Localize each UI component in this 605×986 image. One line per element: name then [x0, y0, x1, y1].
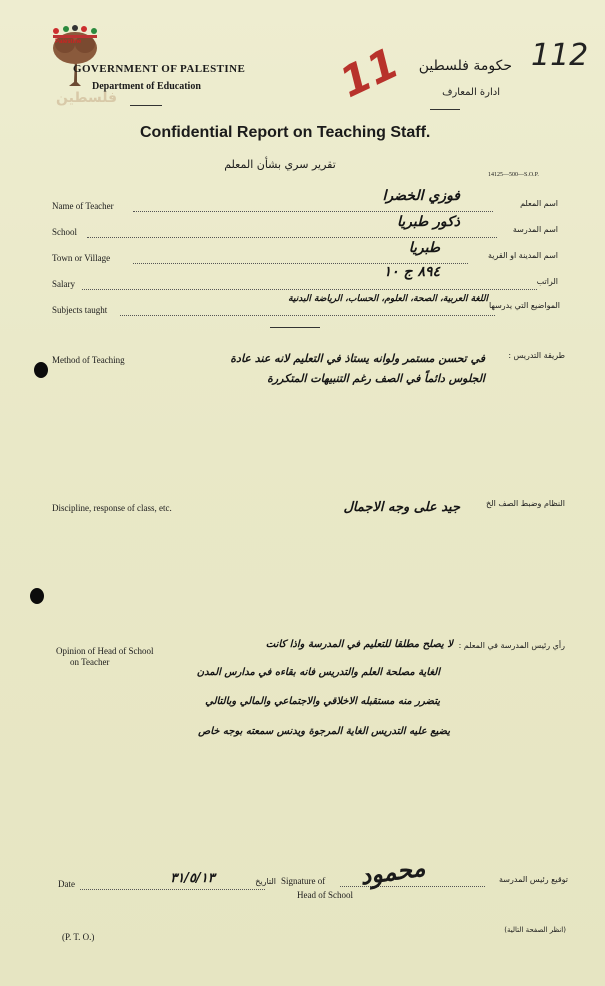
form-code: 14125—500—S.O.P.: [488, 172, 539, 178]
handwritten-line: الغاية مصلحة العلم والتدريس فانه بقاءه في مدارس المدن: [196, 667, 440, 678]
handwritten-line: جيد على وجه الاجمال: [343, 500, 460, 515]
date-label: Date: [58, 879, 75, 889]
pto-note: (P. T. O.): [62, 932, 95, 942]
section-label: Method of Teaching: [52, 355, 125, 365]
date-label-arabic: التاريخ: [255, 877, 276, 886]
handwritten-line: في تحسن مستمر ولوانه يستاذ في التعليم لانه عند عادة: [230, 352, 485, 365]
punch-hole-top: [34, 362, 48, 378]
field-value-handwritten: ذكور طبريا: [396, 214, 460, 230]
section-label-arabic: رأي رئيس المدرسة في المعلم :: [458, 641, 565, 650]
department-heading: Department of Education: [92, 81, 201, 92]
section-label: Opinion of Head of School: [56, 646, 154, 656]
report-title-arabic: تقرير سري بشأن المعلم: [224, 158, 336, 171]
handwritten-line: يتضرر منه مستقبله الاخلاقي والاجتماعي والمالي وبالتالي: [205, 696, 440, 707]
field-value-handwritten: طبريا: [408, 240, 440, 256]
logo-watermark: فلسطين: [56, 90, 118, 106]
field-dotted-line: [120, 315, 495, 316]
section-divider: [270, 327, 320, 328]
pto-note-arabic: (انظر الصفحة التالية): [504, 926, 566, 934]
logo-caption: Palestine: [55, 39, 82, 45]
field-label: Salary: [52, 279, 75, 289]
department-heading-arabic: ادارة المعارف: [442, 87, 500, 98]
government-heading: GOVERNMENT OF PALESTINE: [73, 63, 246, 75]
red-mark: 11: [332, 37, 407, 108]
field-label: Town or Village: [52, 253, 111, 263]
date-dotted-line: [80, 889, 265, 890]
government-heading-arabic: حكومة فلسطين: [418, 58, 512, 74]
field-value-handwritten: فوزي الخضرا: [382, 188, 460, 204]
section-label: Discipline, response of class, etc.: [52, 503, 172, 513]
field-label: School: [52, 227, 78, 237]
signature-label-arabic: توقيع رئيس المدرسة: [499, 875, 568, 884]
field-value-handwritten: اللغة العربية، الصحة، العلوم، الحساب، الرياضة البدنية: [288, 294, 488, 304]
field-value-handwritten: ٨٩٤ ج ١٠: [383, 264, 440, 280]
field-label: Name of Teacher: [52, 201, 114, 211]
field-label-arabic: المواضيع التي يدرسها: [488, 301, 560, 310]
field-label: Subjects taught: [52, 305, 108, 315]
field-label-arabic: الراتب: [536, 277, 558, 286]
punch-hole-bottom: [30, 588, 44, 604]
section-label-arabic: طريقة التدريس :: [508, 351, 565, 360]
heading-rule-left: [130, 105, 162, 106]
field-label-arabic: اسم المدينة او القرية: [487, 251, 558, 260]
date-value: ٣١/٥/١٣: [170, 871, 215, 886]
handwritten-line: الجلوس دائماً في الصف رغم التنبيهات المتكررة: [267, 372, 485, 385]
field-dotted-line: [87, 237, 497, 238]
signature-label-continued: Head of School: [297, 890, 353, 900]
section-label-arabic: النظام وضبط الصف الخ: [485, 499, 565, 508]
section-label-continued: on Teacher: [70, 657, 110, 667]
field-dotted-line: [82, 289, 537, 290]
field-dotted-line: [133, 211, 493, 212]
report-title: Confidential Report on Teaching Staff.: [140, 124, 431, 141]
signature-label: Signature of: [281, 876, 326, 886]
handwritten-line: لا يصلح مطلقا للتعليم في المدرسة واذا كانت: [265, 639, 453, 650]
heading-rule-right: [430, 109, 460, 110]
handwritten-line: يضيع عليه التدريس الغاية المرجوة ويدنس سمعته بوجه خاص: [198, 726, 450, 737]
signature-value: محمود: [358, 853, 427, 891]
field-label-arabic: اسم المعلم: [520, 199, 558, 208]
file-number: 112: [531, 38, 589, 73]
field-label-arabic: اسم المدرسة: [512, 225, 558, 234]
